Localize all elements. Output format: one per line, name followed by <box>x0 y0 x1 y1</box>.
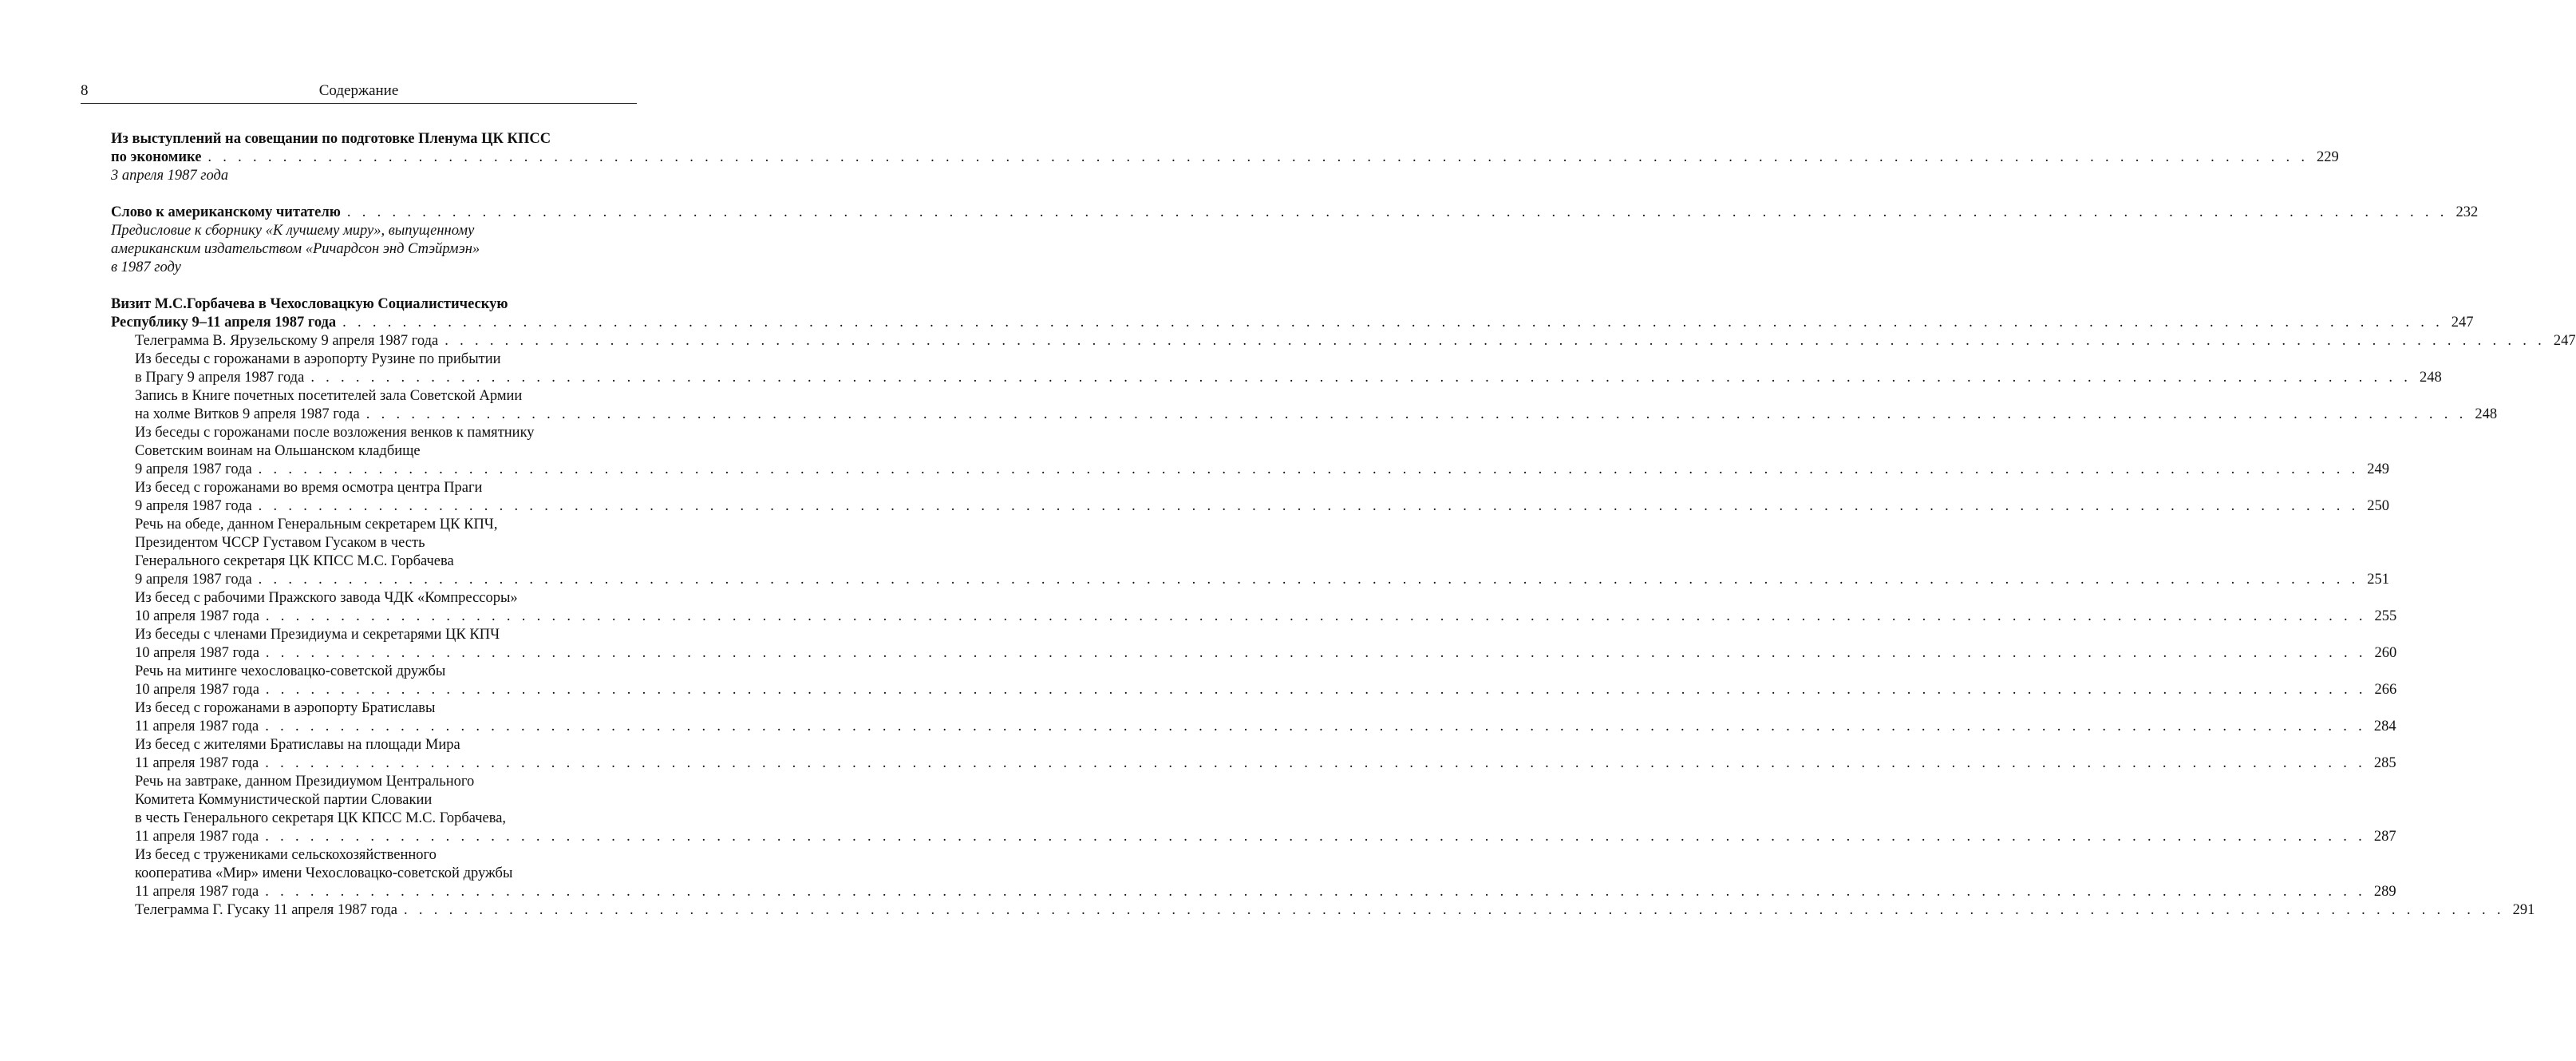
toc-item <box>111 901 2535 920</box>
toc-item <box>111 846 2396 901</box>
section-title-text: Слово к американскому читателю <box>111 204 341 220</box>
section-title-line: Из выступлений на совещании по подготовке Пленума ЦК КПСС <box>111 131 551 147</box>
page-ref: 250 <box>2367 498 2390 514</box>
item-title-line: Из беседы с горожанами в аэропорту Рузине по прибытии <box>135 351 501 367</box>
item-title-line: Из бесед с горожанами во время осмотра центра Праги <box>135 480 483 496</box>
item-title-line-with-page <box>135 901 2535 920</box>
page-ref: 285 <box>2373 755 2396 771</box>
toc-item <box>111 479 2390 516</box>
item-title-line-with-page <box>135 497 2390 516</box>
page-ref: 232 <box>2455 204 2479 220</box>
item-title-line: Речь на митинге чехословацко-советской дружбы <box>135 663 446 679</box>
page-ref: 255 <box>2374 608 2397 624</box>
toc-item <box>111 424 2390 479</box>
page-ref: 266 <box>2374 682 2397 698</box>
toc-section <box>111 204 2479 277</box>
page-ref: 229 <box>2317 149 2339 165</box>
toc-item <box>111 332 2576 350</box>
dot-leader: . . . . . . . . . . . . . . . . . . . . . . . . . . . . . . . . . . . . . . . . . . . . . . . . . . . . . . . . . . . . . . . . . . . . . . . . . . . . . . . . . . . . . . . . . . . . . . . . . . . . . . . . . . . . . . . . . . . . . . . . . . . . . . . . . . . . . . . . . . . . <box>404 902 2505 918</box>
item-title-text: 9 апреля 1987 года <box>135 572 252 588</box>
dot-leader: . . . . . . . . . . . . . . . . . . . . . . . . . . . . . . . . . . . . . . . . . . . . . . . . . . . . . . . . . . . . . . . . . . . . . . . . . . . . . . . . . . . . . . . . . . . . . . . . . . . . . . . . . . . . . . . . . . . . . . . . . . . . . . . . . . . . . . . . . . . . <box>342 315 2444 331</box>
item-title-text: 11 апреля 1987 года <box>135 755 259 771</box>
section-title-line-with-page <box>111 204 2479 222</box>
item-title-line: Президентом ЧССР Густавом Гусаком в честь <box>135 535 425 551</box>
item-title-text: на холме Витков 9 апреля 1987 года <box>135 406 360 422</box>
section-note: Предисловие к сборнику «К лучшему миру», выпущенному <box>111 223 475 239</box>
toc-section <box>111 295 2576 920</box>
item-title-line-with-page <box>135 369 2442 387</box>
item-title-text: Телеграмма Г. Гусаку 11 апреля 1987 года <box>135 902 397 918</box>
item-title-line-with-page <box>135 571 2390 589</box>
page-ref: 248 <box>2475 406 2498 422</box>
running-header <box>81 82 637 104</box>
item-title-line-with-page <box>135 681 2397 699</box>
item-title-line-with-page <box>135 406 2498 424</box>
dot-leader: . . . . . . . . . . . . . . . . . . . . . . . . . . . . . . . . . . . . . . . . . . . . . . . . . . . . . . . . . . . . . . . . . . . . . . . . . . . . . . . . . . . . . . . . . . . . . . . . . . . . . . . . . . . . . . . . . . . . . . . . . . . . . . . . . . . . . . . . . . . . <box>444 333 2546 349</box>
page-ref: 284 <box>2373 719 2396 734</box>
section-note: в 1987 году <box>111 259 181 275</box>
dot-leader: . . . . . . . . . . . . . . . . . . . . . . . . . . . . . . . . . . . . . . . . . . . . . . . . . . . . . . . . . . . . . . . . . . . . . . . . . . . . . . . . . . . . . . . . . . . . . . . . . . . . . . . . . . . . . . . . . . . . . . . . . . . . . . . . . . . . . . . . . . . . <box>265 755 2366 771</box>
item-title-text: 9 апреля 1987 года <box>135 498 252 514</box>
dot-leader: . . . . . . . . . . . . . . . . . . . . . . . . . . . . . . . . . . . . . . . . . . . . . . . . . . . . . . . . . . . . . . . . . . . . . . . . . . . . . . . . . . . . . . . . . . . . . . . . . . . . . . . . . . . . . . . . . . . . . . . . . . . . . . . . . . . . . . . . . . . . <box>265 608 2367 624</box>
page-ref: 249 <box>2367 461 2390 477</box>
dot-leader: . . . . . . . . . . . . . . . . . . . . . . . . . . . . . . . . . . . . . . . . . . . . . . . . . . . . . . . . . . . . . . . . . . . . . . . . . . . . . . . . . . . . . . . . . . . . . . . . . . . . . . . . . . . . . . . . . . . . . . . . . . . . . . . . . . . . . . . . . . . . <box>265 645 2367 661</box>
item-title-line: Генерального секретаря ЦК КПСС М.С. Горбачева <box>135 553 454 569</box>
dot-leader: . . . . . . . . . . . . . . . . . . . . . . . . . . . . . . . . . . . . . . . . . . . . . . . . . . . . . . . . . . . . . . . . . . . . . . . . . . . . . . . . . . . . . . . . . . . . . . . . . . . . . . . . . . . . . . . . . . . . . . . . . . . . . . . . . . . . . . . . . . . . <box>258 498 2360 514</box>
item-title-line: Из бесед с тружениками сельскохозяйственного <box>135 847 437 863</box>
dot-leader: . . . . . . . . . . . . . . . . . . . . . . . . . . . . . . . . . . . . . . . . . . . . . . . . . . . . . . . . . . . . . . . . . . . . . . . . . . . . . . . . . . . . . . . . . . . . . . . . . . . . . . . . . . . . . . . . . . . . . . . . . . . . . . . . . . . . . . . . . . . . <box>346 204 2448 220</box>
page-ref: 247 <box>2553 333 2576 349</box>
dot-leader: . . . . . . . . . . . . . . . . . . . . . . . . . . . . . . . . . . . . . . . . . . . . . . . . . . . . . . . . . . . . . . . . . . . . . . . . . . . . . . . . . . . . . . . . . . . . . . . . . . . . . . . . . . . . . . . . . . . . . . . . . . . . . . . . . . . . . . . . . . . . <box>310 370 2412 386</box>
item-title-line-with-page <box>135 644 2397 663</box>
section-title-line-with-page <box>111 314 2474 332</box>
item-title-line: Речь на завтраке, данном Президиумом Центрального <box>135 774 475 790</box>
item-title-line: Из бесед с рабочими Пражского завода ЧДК «Компрессоры» <box>135 590 518 606</box>
item-title-text: 10 апреля 1987 года <box>135 608 259 624</box>
section-title-text: по экономике <box>111 149 202 165</box>
item-title-text: 11 апреля 1987 года <box>135 884 259 900</box>
item-title-text: в Прагу 9 апреля 1987 года <box>135 370 305 386</box>
toc-item <box>111 663 2397 699</box>
item-title-line: Речь на обеде, данном Генеральным секретарем ЦК КПЧ, <box>135 517 498 532</box>
toc-item <box>111 350 2442 387</box>
page-ref: 287 <box>2373 829 2396 845</box>
section-title-text: Республику 9–11 апреля 1987 года <box>111 315 337 331</box>
section-note: американским издательством «Ричардсон энд Стэйрмэн» <box>111 241 480 257</box>
dot-leader: . . . . . . . . . . . . . . . . . . . . . . . . . . . . . . . . . . . . . . . . . . . . . . . . . . . . . . . . . . . . . . . . . . . . . . . . . . . . . . . . . . . . . . . . . . . . . . . . . . . . . . . . . . . . . . . . . . . . . . . . . . . . . . . . . . . . . . . . . . . . <box>265 829 2366 845</box>
item-title-text: Телеграмма В. Ярузельскому 9 апреля 1987 года <box>135 333 439 349</box>
table-of-contents <box>111 130 2576 938</box>
toc-item <box>111 773 2396 846</box>
page-ref: 289 <box>2373 884 2396 900</box>
item-title-line-with-page <box>135 718 2396 736</box>
item-title-line: Из беседы с членами Президиума и секретарями ЦК КПЧ <box>135 627 500 643</box>
item-title-line-with-page <box>135 461 2390 479</box>
dot-leader: . . . . . . . . . . . . . . . . . . . . . . . . . . . . . . . . . . . . . . . . . . . . . . . . . . . . . . . . . . . . . . . . . . . . . . . . . . . . . . . . . . . . . . . . . . . . . . . . . . . . . . . . . . . . . . . . . . . . . . . . . . . . . . . . . . . . . . . . . . . . <box>258 572 2360 588</box>
toc-section <box>111 130 2339 185</box>
toc-item <box>111 626 2397 663</box>
item-title-line: Из бесед с горожанами в аэропорту Братиславы <box>135 700 436 716</box>
toc-item <box>111 387 2498 424</box>
toc-item <box>111 699 2396 736</box>
section-title-line-with-page <box>111 148 2339 167</box>
dot-leader: . . . . . . . . . . . . . . . . . . . . . . . . . . . . . . . . . . . . . . . . . . . . . . . . . . . . . . . . . . . . . . . . . . . . . . . . . . . . . . . . . . . . . . . . . . . . . . . . . . . . . . . . . . . . . . . . . . . . . . . . . . . . . . . . . . . . . . . . . . . . <box>265 884 2366 900</box>
page-ref: 248 <box>2419 370 2442 386</box>
item-title-text: 10 апреля 1987 года <box>135 645 259 661</box>
dot-leader: . . . . . . . . . . . . . . . . . . . . . . . . . . . . . . . . . . . . . . . . . . . . . . . . . . . . . . . . . . . . . . . . . . . . . . . . . . . . . . . . . . . . . . . . . . . . . . . . . . . . . . . . . . . . . . . . . . . . . . . . . . . . . . . . . . . . . . . . . . . . <box>265 682 2367 698</box>
item-title-line: Советским воинам на Ольшанском кладбище <box>135 443 421 459</box>
item-title-line: Комитета Коммунистической партии Словакии <box>135 792 433 808</box>
page-ref: 260 <box>2374 645 2397 661</box>
page-number: 8 <box>81 82 89 99</box>
item-title-line-with-page <box>135 608 2397 626</box>
item-title-text: 10 апреля 1987 года <box>135 682 259 698</box>
page-ref: 247 <box>2451 315 2474 331</box>
page-ref: 251 <box>2367 572 2390 588</box>
item-title-line: Из беседы с горожанами после возложения венков к памятнику <box>135 425 535 441</box>
dot-leader: . . . . . . . . . . . . . . . . . . . . . . . . . . . . . . . . . . . . . . . . . . . . . . . . . . . . . . . . . . . . . . . . . . . . . . . . . . . . . . . . . . . . . . . . . . . . . . . . . . . . . . . . . . . . . . . . . . . . . . . . . . . . . . . . . . . . . . . . . . . . <box>207 149 2309 165</box>
toc-item <box>111 589 2397 626</box>
section-title-line: Визит М.С.Горбачева в Чехословацкую Социалистическую <box>111 296 508 312</box>
running-title: Содержание <box>318 82 399 99</box>
item-title-text: 9 апреля 1987 года <box>135 461 252 477</box>
item-title-line: Запись в Книге почетных посетителей зала Советской Армии <box>135 388 523 404</box>
dot-leader: . . . . . . . . . . . . . . . . . . . . . . . . . . . . . . . . . . . . . . . . . . . . . . . . . . . . . . . . . . . . . . . . . . . . . . . . . . . . . . . . . . . . . . . . . . . . . . . . . . . . . . . . . . . . . . . . . . . . . . . . . . . . . . . . . . . . . . . . . . . . <box>265 719 2366 734</box>
item-title-line: Из бесед с жителями Братиславы на площади Мира <box>135 737 460 753</box>
section-note: 3 апреля 1987 года <box>111 168 229 184</box>
item-title-line-with-page <box>135 754 2396 773</box>
item-title-line: в честь Генерального секретаря ЦК КПСС М.С. Горбачева, <box>135 810 507 826</box>
toc-item <box>111 736 2396 773</box>
item-title-text: 11 апреля 1987 года <box>135 829 259 845</box>
item-title-line-with-page <box>135 332 2576 350</box>
dot-leader: . . . . . . . . . . . . . . . . . . . . . . . . . . . . . . . . . . . . . . . . . . . . . . . . . . . . . . . . . . . . . . . . . . . . . . . . . . . . . . . . . . . . . . . . . . . . . . . . . . . . . . . . . . . . . . . . . . . . . . . . . . . . . . . . . . . . . . . . . . . . <box>365 406 2467 422</box>
dot-leader: . . . . . . . . . . . . . . . . . . . . . . . . . . . . . . . . . . . . . . . . . . . . . . . . . . . . . . . . . . . . . . . . . . . . . . . . . . . . . . . . . . . . . . . . . . . . . . . . . . . . . . . . . . . . . . . . . . . . . . . . . . . . . . . . . . . . . . . . . . . . <box>258 461 2360 477</box>
item-title-line-with-page <box>135 828 2396 846</box>
item-title-line-with-page <box>135 883 2396 901</box>
toc-item <box>111 516 2390 589</box>
item-title-line: кооператива «Мир» имени Чехословацко-советской дружбы <box>135 865 513 881</box>
item-title-text: 11 апреля 1987 года <box>135 719 259 734</box>
page-ref: 291 <box>2512 902 2535 918</box>
